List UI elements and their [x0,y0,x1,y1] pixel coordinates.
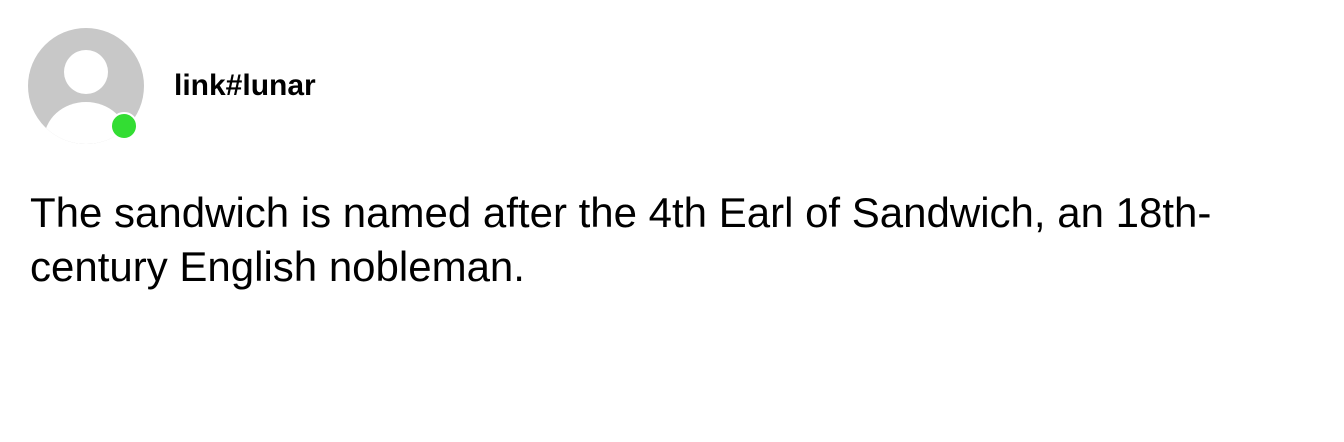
post-message: The sandwich is named after the 4th Earl of Sandwich, an 18th-century English nobleman. [30,189,1212,290]
online-status-indicator [110,112,138,140]
post-header [28,28,728,144]
avatar[interactable] [28,28,144,144]
username[interactable]: link#lunar [174,69,316,102]
